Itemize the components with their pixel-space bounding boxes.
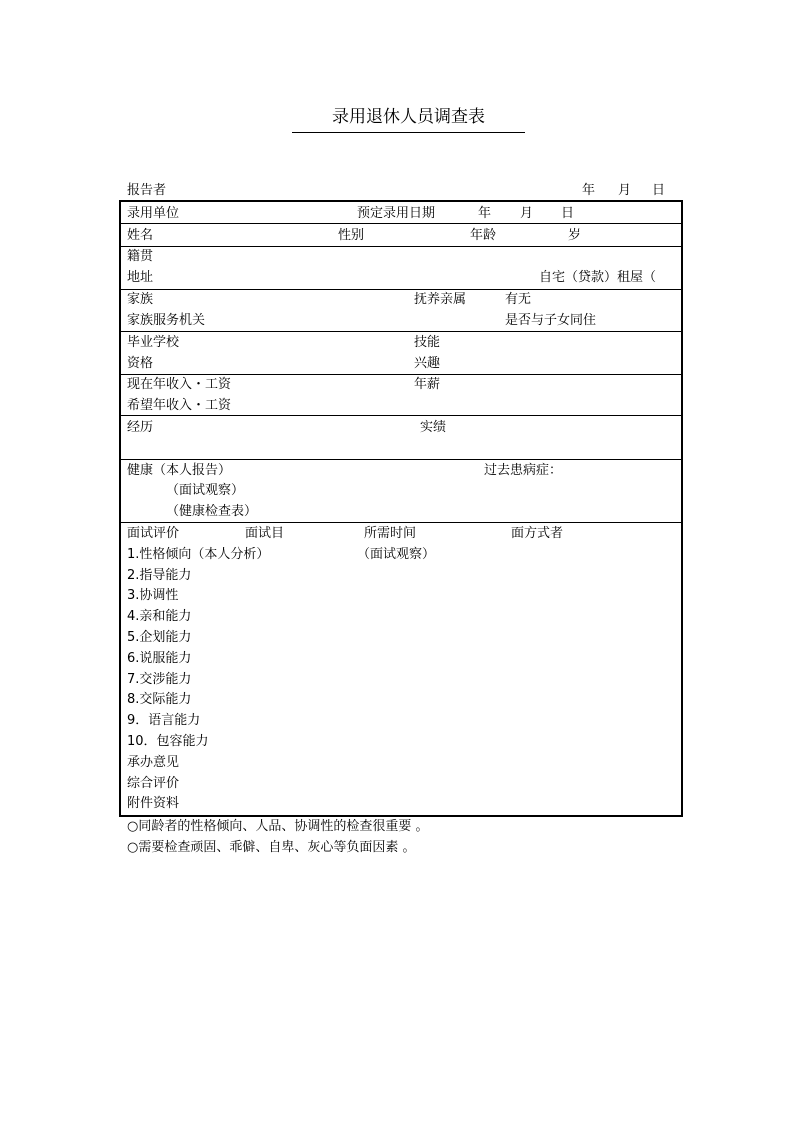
address-label: 地址 [127, 270, 154, 285]
header-month: 月 [618, 183, 632, 198]
achievements-label: 实绩 [420, 420, 447, 435]
list-item: 5.企划能力 [127, 630, 192, 645]
cohabit-label: 是否与子女同住 [505, 313, 597, 328]
health-interview-obs: （面试观察） [166, 483, 245, 498]
hire-year: 年 [478, 206, 492, 221]
row-divider [121, 415, 681, 416]
row-divider [121, 331, 681, 332]
hire-day: 日 [561, 206, 575, 221]
name-label: 姓名 [127, 228, 154, 243]
unit-label: 录用单位 [127, 206, 180, 221]
reporter-label: 报告者 [127, 183, 167, 198]
list-item: 6.说服能力 [127, 651, 192, 666]
header-year: 年 [582, 183, 596, 198]
list-item: 2.指导能力 [127, 568, 192, 583]
family-label: 家族 [127, 292, 154, 307]
qualification-label: 资格 [127, 356, 154, 371]
gender-label: 性别 [338, 228, 365, 243]
interests-label: 兴趣 [414, 356, 441, 371]
list-item: 7.交涉能力 [127, 672, 192, 687]
list-item: 1.性格倾向（本人分析） [127, 547, 270, 562]
row-divider [121, 289, 681, 290]
item1-interview-obs: （面试观察） [357, 547, 436, 562]
note: ○需要检查顽固、乖僻、自卑、灰心等负面因素 。 [127, 840, 416, 855]
skills-label: 技能 [414, 335, 441, 350]
school-label: 毕业学校 [127, 335, 180, 350]
origin-label: 籍贯 [127, 249, 154, 264]
health-label: 健康（本人报告） [127, 463, 232, 478]
page-title: 录用退休人员调查表 [292, 106, 525, 133]
list-item: 9．语言能力 [127, 713, 201, 728]
past-illness-label: 过去患病症： [484, 463, 563, 478]
list-item: 10．包容能力 [127, 734, 209, 749]
dependents-label: 抚养亲属 [414, 292, 467, 307]
interview-time-header: 所需时间 [364, 526, 417, 541]
row-divider [121, 522, 681, 523]
list-item: 3.协调性 [127, 588, 179, 603]
interview-label: 面试评价 [127, 526, 180, 541]
header-day: 日 [652, 183, 666, 198]
row-divider [121, 246, 681, 247]
hire-month: 月 [520, 206, 534, 221]
row-divider [121, 223, 681, 224]
note: ○同龄者的性格倾向、人品、协调性的检查很重要 。 [127, 819, 429, 834]
hire-date-label: 预定录用日期 [357, 206, 436, 221]
income-label: 现在年收入・工资 [127, 377, 232, 392]
history-label: 经历 [127, 420, 154, 435]
list-item: 4.亲和能力 [127, 609, 192, 624]
health-checkup: （健康检查表） [166, 504, 258, 519]
family-org-label: 家族服务机关 [127, 313, 206, 328]
list-item: 8.交际能力 [127, 692, 192, 707]
annual-salary-label: 年薪 [414, 377, 441, 392]
list-item: 附件资料 [127, 796, 180, 811]
row-divider [121, 374, 681, 375]
housing-label: 自宅（贷款）租屋（ [539, 270, 657, 285]
age-unit: 岁 [568, 228, 582, 243]
row-divider [121, 459, 681, 460]
list-item: 承办意见 [127, 755, 180, 770]
expected-income-label: 希望年收入・工资 [127, 398, 232, 413]
dependents-has: 有无 [505, 292, 532, 307]
interview-item-header: 面试目 [245, 526, 285, 541]
interviewer-header: 面方式者 [511, 526, 564, 541]
list-item: 综合评价 [127, 776, 180, 791]
age-label: 年龄 [470, 228, 497, 243]
